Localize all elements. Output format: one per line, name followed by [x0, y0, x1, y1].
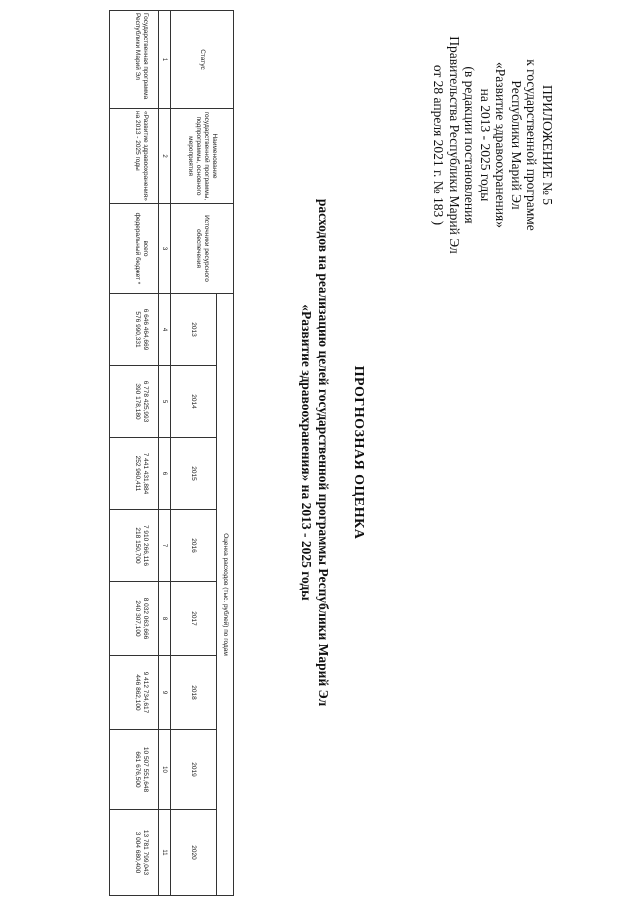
- appendix-line: Правительства Республики Марий Эл: [447, 36, 462, 254]
- source-total: всего: [142, 240, 149, 257]
- column-number: 1: [159, 11, 171, 109]
- appendix-line: к государственной программе: [524, 59, 540, 231]
- document-subtitle-2: «Развитие здравоохранения» на 2013 - 2025 годы: [299, 304, 314, 601]
- value-cell: [110, 438, 159, 510]
- value-federal: 390 178,180: [134, 383, 141, 420]
- appendix-block: [431, 30, 555, 260]
- row-status: Государственная программа Республики Марий Эл: [110, 11, 159, 109]
- value-total: 7 910 266,116: [142, 524, 149, 567]
- table-row: [110, 11, 159, 896]
- column-number: 6: [159, 438, 171, 510]
- value-cell: [110, 730, 159, 810]
- header-status: Статус: [171, 11, 234, 109]
- expenditure-table: [109, 10, 234, 896]
- header-name: Наименование государственной программы, подпрограммы, основного мероприятия: [171, 109, 234, 204]
- value-cell: [110, 582, 159, 656]
- appendix-line: (в редакции постановления: [462, 66, 478, 224]
- column-number: 10: [159, 730, 171, 810]
- header-source: Источники ресурсного обеспечения: [171, 204, 234, 294]
- document-title: ПРОГНОЗНАЯ ОЦЕНКА: [351, 365, 366, 540]
- value-federal: 240 307,100: [134, 600, 141, 637]
- value-total: 10 507 551,648: [142, 746, 149, 793]
- header-year: 2017: [171, 582, 217, 656]
- column-number: 7: [159, 510, 171, 582]
- value-total: 13 781 799,043: [142, 829, 149, 876]
- row-sources: [110, 204, 159, 294]
- value-cell: [110, 366, 159, 438]
- value-cell: [110, 510, 159, 582]
- column-number: 5: [159, 366, 171, 438]
- appendix-line: на 2013 - 2025 годы: [478, 88, 493, 202]
- row-name: «Развитие здравоохранения» на 2013 - 2025 годы: [110, 109, 159, 204]
- header-year: 2018: [171, 656, 217, 730]
- column-number: 2: [159, 109, 171, 204]
- header-year: 2016: [171, 510, 217, 582]
- source-federal: федеральный бюджет *: [134, 212, 141, 285]
- appendix-line: ПРИЛОЖЕНИЕ № 5: [540, 84, 555, 206]
- header-year: 2020: [171, 810, 217, 896]
- value-federal: 576 990,331: [134, 311, 141, 348]
- value-federal: 661 676,500: [134, 751, 141, 788]
- column-number: 9: [159, 656, 171, 730]
- header-year: 2019: [171, 730, 217, 810]
- column-number: 3: [159, 204, 171, 294]
- value-cell: [110, 656, 159, 730]
- appendix-line: Республики Марий Эл: [509, 80, 524, 210]
- column-number: 11: [159, 810, 171, 896]
- appendix-line: «Развитие здравоохранения»: [493, 62, 509, 228]
- value-total: 6 646 464,669: [142, 308, 149, 351]
- header-estimate: Оценка расходов (тыс. рублей) по годам: [217, 294, 234, 896]
- value-total: 8 032 063,666: [142, 597, 149, 640]
- value-cell: [110, 294, 159, 366]
- header-year: 2014: [171, 366, 217, 438]
- value-federal: 252 960,411: [134, 455, 141, 492]
- value-total: 7 441 431,884: [142, 452, 149, 495]
- appendix-line: от 28 апреля 2021 г. № 183 ): [431, 64, 447, 226]
- value-total: 6 778 425,993: [142, 380, 149, 423]
- header-year: 2015: [171, 438, 217, 510]
- value-total: 9 412 734,617: [142, 671, 149, 714]
- column-number: 4: [159, 294, 171, 366]
- value-federal: 218 150,700: [134, 527, 141, 564]
- header-year: 2013: [171, 294, 217, 366]
- value-cell: [110, 810, 159, 896]
- value-federal: 446 862,100: [134, 674, 141, 711]
- document-subtitle: расходов на реализацию целей государственной программы Республики Марий Эл: [316, 198, 331, 707]
- value-federal: 3 004 680,400: [134, 831, 141, 874]
- column-number: 8: [159, 582, 171, 656]
